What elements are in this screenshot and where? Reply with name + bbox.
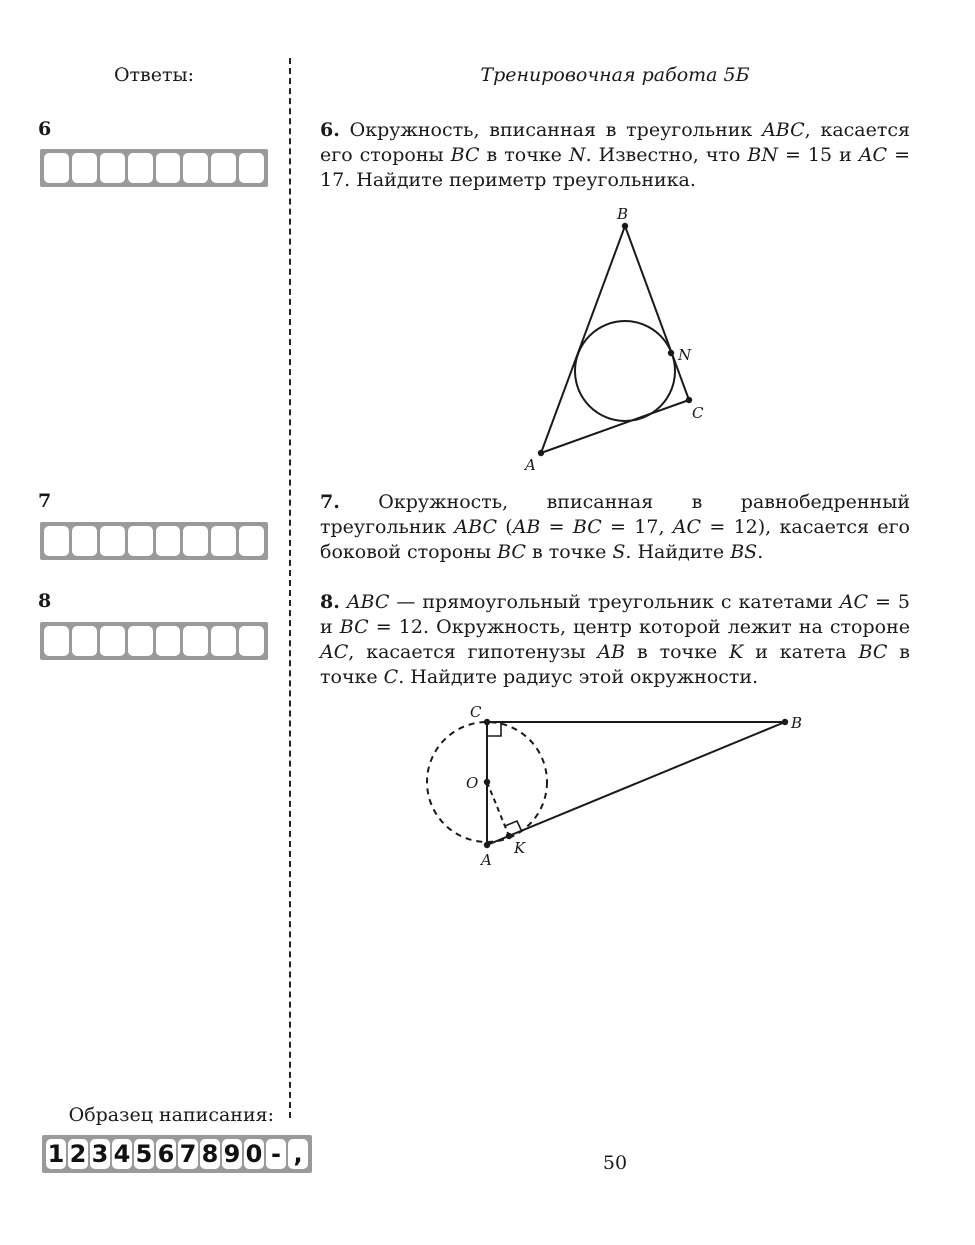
point-a [484, 842, 490, 848]
label-n: N [678, 346, 692, 364]
sample-char: 2 [69, 1140, 87, 1168]
sample-char: 0 [245, 1140, 263, 1168]
label-a: A [481, 851, 492, 869]
sample-char: 4 [113, 1140, 131, 1168]
label-c: C [470, 703, 482, 721]
sample-char: 8 [201, 1140, 219, 1168]
label-b: B [617, 205, 629, 223]
point-b [782, 719, 788, 725]
answers-heading: Ответы: [113, 64, 195, 86]
label-c: C [692, 404, 704, 422]
point-o [484, 779, 490, 785]
side-ab [487, 722, 785, 845]
label-o: O [466, 774, 479, 792]
problem-8-text: 8. ABC — прямоугольный треугольник с катетами AC = 5 и BC = 12. Окружность, центр которой лежит на стороне AC, касается гипотенузы AB в точке K и катета BC в точке C. Найдите радиус этой окружности. [320, 591, 910, 688]
label-a: A [525, 456, 536, 474]
sample-char: 9 [223, 1140, 241, 1168]
radius-ok [487, 782, 509, 836]
answer-number-6: 6 [38, 118, 52, 140]
answer-number-8: 8 [38, 590, 52, 612]
right-angle-k [505, 821, 522, 832]
sample-char: , [288, 1139, 308, 1169]
answer-number-7: 7 [38, 490, 52, 512]
point-k [506, 833, 512, 839]
sample-label: Образец написания: [68, 1104, 274, 1126]
problem-7-text: 7. Окружность, вписанная в равнобедренный треугольник ABC (AB = BC = 17, AC = 12), касается его боковой стороны BC в точке S. Найдите BS. [320, 491, 910, 563]
label-b: B [791, 714, 803, 732]
sample-char: 5 [135, 1140, 153, 1168]
sample-char: 7 [179, 1140, 197, 1168]
label-k: K [514, 839, 526, 857]
problem-6-text: 6. Окружность, вписанная в треугольник ABC, касается его стороны BC в точке N. Известно, что BN = 15 и AC = 17. Найдите периметр треугольника. [320, 119, 911, 191]
sample-char: - [266, 1139, 286, 1169]
point-c [484, 719, 490, 725]
sample-char: 1 [47, 1140, 65, 1168]
sample-digits [42, 1135, 312, 1173]
sample-char: 6 [157, 1140, 175, 1168]
work-title: Тренировочная работа 5Б [480, 64, 750, 86]
sample-char: 3 [91, 1140, 109, 1168]
page-number: 50 [602, 1152, 628, 1174]
